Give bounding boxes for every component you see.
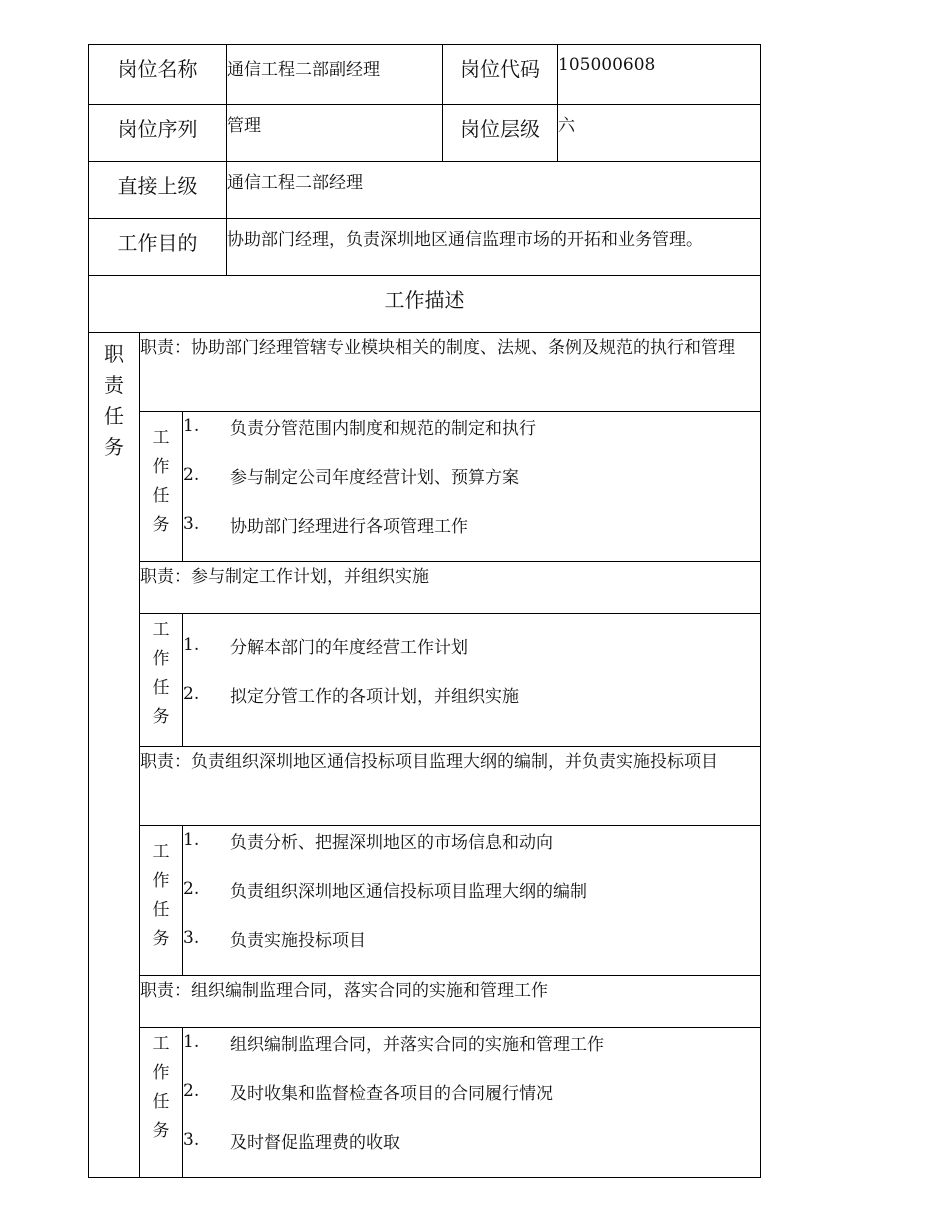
sequence-value: 管理 [226, 104, 443, 162]
level-label: 岗位层级 [442, 104, 558, 162]
list-item: 1. 负责分管范围内制度和规范的制定和执行 [183, 416, 536, 439]
list-item: 2. 及时收集和监督检查各项目的合同履行情况 [183, 1081, 553, 1104]
job-description-form [88, 44, 761, 1178]
task-vertical-label: 工 作 任 务 [139, 613, 183, 747]
task-list [182, 825, 761, 976]
position-name-value: 通信工程二部副经理 [226, 44, 443, 105]
position-name-label: 岗位名称 [88, 44, 227, 105]
duty-title: 职责：组织编制监理合同，落实合同的实施和管理工作 [139, 975, 761, 1028]
list-item: 2. 负责组织深圳地区通信投标项目监理大纲的编制 [183, 879, 587, 902]
task-vertical-label: 工 作 任 务 [139, 1027, 183, 1178]
task-vertical-label: 工 作 任 务 [139, 411, 183, 562]
purpose-label: 工作目的 [88, 218, 227, 276]
work-description-title: 工作描述 [88, 275, 761, 333]
position-code-value: 105000608 [557, 44, 761, 105]
list-item: 3. 协助部门经理进行各项管理工作 [183, 514, 468, 537]
duties-vertical-label: 职 责 任 务 [88, 332, 140, 1178]
position-code-label: 岗位代码 [442, 44, 558, 105]
list-item: 3. 负责实施投标项目 [183, 928, 366, 951]
list-item: 1. 分解本部门的年度经营工作计划 [183, 635, 468, 658]
list-item: 2. 参与制定公司年度经营计划、预算方案 [183, 465, 519, 488]
level-value: 六 [557, 104, 761, 162]
task-list [182, 613, 761, 747]
sequence-label: 岗位序列 [88, 104, 227, 162]
duty-title: 职责：参与制定工作计划，并组织实施 [139, 561, 761, 614]
task-list [182, 1027, 761, 1178]
supervisor-label: 直接上级 [88, 161, 227, 219]
list-item: 1. 组织编制监理合同，并落实合同的实施和管理工作 [183, 1032, 604, 1055]
list-item: 2. 拟定分管工作的各项计划，并组织实施 [183, 684, 519, 707]
task-list [182, 411, 761, 562]
duty-title: 职责：负责组织深圳地区通信投标项目监理大纲的编制，并负责实施投标项目 [139, 746, 761, 826]
purpose-value: 协助部门经理，负责深圳地区通信监理市场的开拓和业务管理。 [226, 218, 761, 276]
supervisor-value: 通信工程二部经理 [226, 161, 761, 219]
list-item: 3. 及时督促监理费的收取 [183, 1130, 400, 1153]
list-item: 1. 负责分析、把握深圳地区的市场信息和动向 [183, 830, 553, 853]
task-vertical-label: 工 作 任 务 [139, 825, 183, 976]
duty-title: 职责：协助部门经理管辖专业模块相关的制度、法规、条例及规范的执行和管理 [139, 332, 761, 412]
